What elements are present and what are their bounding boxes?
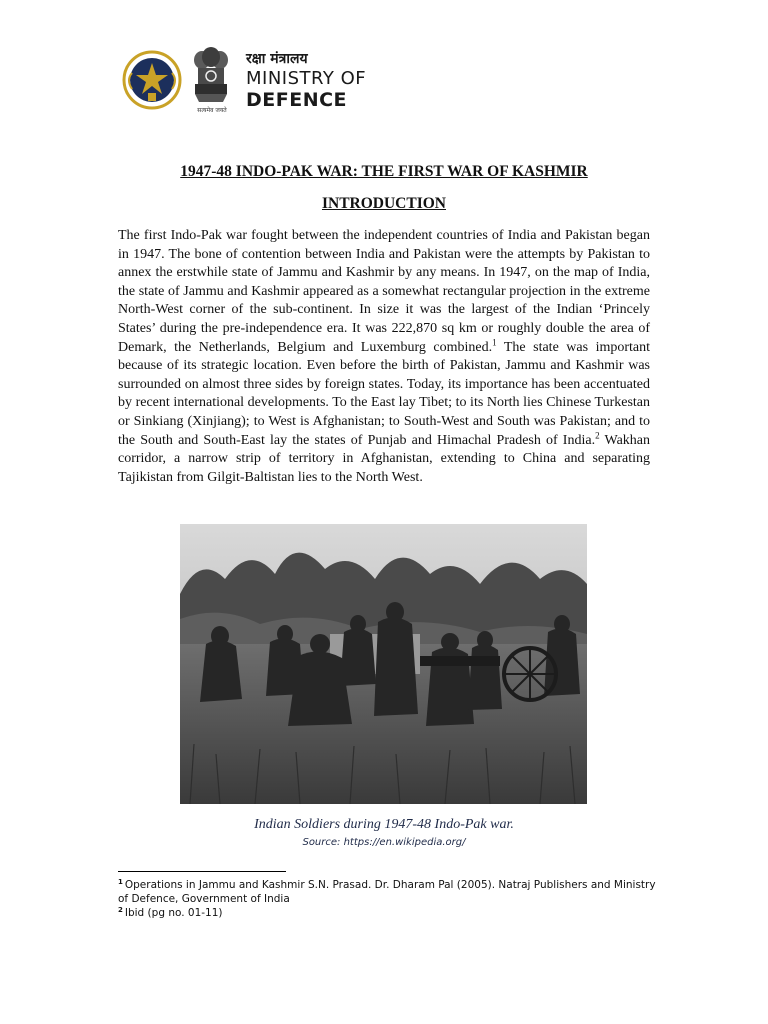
figure-source: Source: https://en.wikipedia.org/	[302, 837, 466, 848]
ministry-header	[118, 44, 378, 118]
footnote-ref-1[interactable]: 1	[492, 336, 497, 347]
paragraph-part-2: The state was important because of its strategic location. Even before the birth of Pakistan, Jammu and Kashmir was surrounded on almost three sides by foreign states. Today, its importance has been accentuated by recent international developments. To the East lay Tibet; to its North lies Chinese Turkestan or Sinkiang (Xinjiang); to West is Afghanistan; to South-West and South was Pakistan; and to the South and South-East lay the states of Punjab and Himachal Pradesh of India.	[118, 339, 650, 448]
footnotes	[118, 878, 658, 920]
soldiers-photo-image	[180, 524, 587, 804]
footnote-text: Ibid (pg no. 01-11)	[124, 907, 223, 919]
footnote-number: 1	[118, 877, 123, 886]
paragraph-part-1: The first Indo-Pak war fought between the independent countries of India and Pakistan began in 1947. The bone of contention between India and Pakistan were the attempts by Pakistan to annex the erstwhile state of Jammu and Kashmir by any means. In 1947, on the map of India, the state of Jammu and Kashmir appeared as a somewhat rectangular projection in the extreme North-West corner of the sub-continent. In size it was the largest of the Indian ‘Princely States’ during the pre-independence era. It was 222,870 sq km or roughly double the area of Demark, the Netherlands, Belgium and Luxemburg combined.	[118, 228, 650, 355]
figure-caption: Indian Soldiers during 1947-48 Indo-Pak war.	[254, 817, 514, 832]
footnote-ref-2[interactable]: 2	[595, 429, 600, 440]
ministry-name-line2: DEFENCE	[246, 89, 348, 111]
ministry-hindi-name: रक्षा मंत्रालय	[246, 51, 308, 67]
footnote-number: 2	[118, 905, 123, 914]
ministry-name-line1: MINISTRY OF	[246, 68, 367, 89]
section-heading: INTRODUCTION	[321, 195, 446, 212]
national-motto: सत्यमेव जयते	[197, 107, 227, 114]
historical-photo	[180, 524, 587, 804]
footnote-2	[118, 906, 658, 920]
document-title: 1947-48 INDO-PAK WAR: THE FIRST WAR OF KASHMIR	[180, 163, 588, 180]
footnote-1	[118, 878, 658, 906]
ministry-name-block	[246, 50, 366, 111]
footnote-text: Operations in Jammu and Kashmir S.N. Prasad. Dr. Dharam Pal (2005). Natraj Publishers and Ministry of Defence, Government of India	[118, 879, 656, 905]
paragraph-part-3: Wakhan corridor, a narrow strip of territory in Afghanistan, extending to China and separating Tajikistan from Gilgit-Baltistan lies to the North West.	[118, 432, 650, 485]
footnote-separator	[118, 871, 286, 872]
introduction-paragraph	[118, 227, 650, 487]
tri-services-emblem-icon	[122, 49, 182, 111]
